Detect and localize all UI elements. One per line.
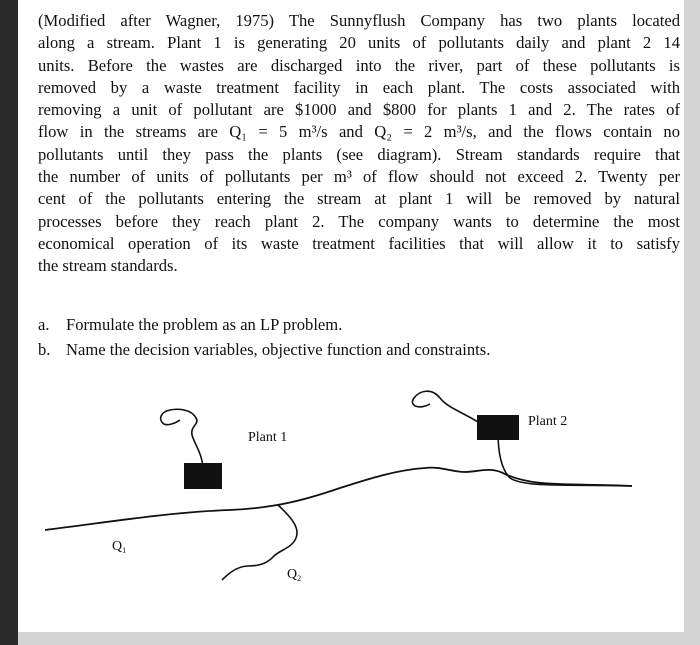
plant1-outfall-stream: [161, 409, 203, 470]
q2-subscript: 2: [297, 574, 302, 583]
q2-label: [287, 567, 301, 583]
question-b-text: Name the decision variables, objective function and constraints.: [66, 340, 491, 359]
problem-line: the number of units of pollutants per m³ of flow should not exceed 2. Twenty per: [38, 167, 680, 187]
problem-line: along a stream. Plant 1 is generating 20 units of pollutants daily and plant 2 14: [38, 33, 680, 53]
problem-line: the stream standards.: [38, 256, 178, 276]
plant2-source-squiggle: [412, 391, 478, 422]
problem-line: economical operation of its waste treatment facilities that will allow it to satisfy: [38, 233, 680, 253]
tributary-stream-q2: [222, 505, 297, 580]
q1-subscript: 1: [122, 546, 127, 555]
plant2-label: Plant 2: [528, 414, 568, 429]
problem-line: pollutants until they pass the plants (see diagram). Stream standards require that: [38, 144, 680, 164]
problem-line: flow in the streams are Q₁ = 5 m³/s and Q₂ = 2 m³/s, and the flows contain no: [38, 122, 680, 142]
plant1-label: Plant 1: [248, 430, 288, 445]
q1-letter: Q: [112, 539, 123, 554]
question-a-text: Formulate the problem as an LP problem.: [66, 315, 343, 334]
plant2-box: [477, 415, 519, 440]
problem-line: processes before they reach plant 2. The company wants to determine the most: [38, 211, 680, 231]
question-a-label: a.: [38, 315, 50, 334]
problem-line: units. Before the wastes are discharged into the river, part of these pollutants is: [38, 55, 680, 75]
problem-line: (Modified after Wagner, 1975) The Sunnyflush Company has two plants located: [38, 11, 680, 30]
problem-line: removing a unit of pollutant are $1000 and $800 for plants 1 and 2. The rates of: [38, 100, 680, 120]
q2-letter: Q: [287, 567, 298, 582]
problem-line: removed by a waste treatment facility in each plant. The costs associated with: [38, 77, 680, 97]
question-b-label: b.: [38, 340, 51, 359]
plant1-box: [184, 463, 222, 489]
problem-line: cent of the pollutants entering the stream at plant 1 will be removed by natural: [38, 189, 680, 209]
main-stream-line: [45, 468, 632, 530]
q1-label: [112, 539, 126, 555]
